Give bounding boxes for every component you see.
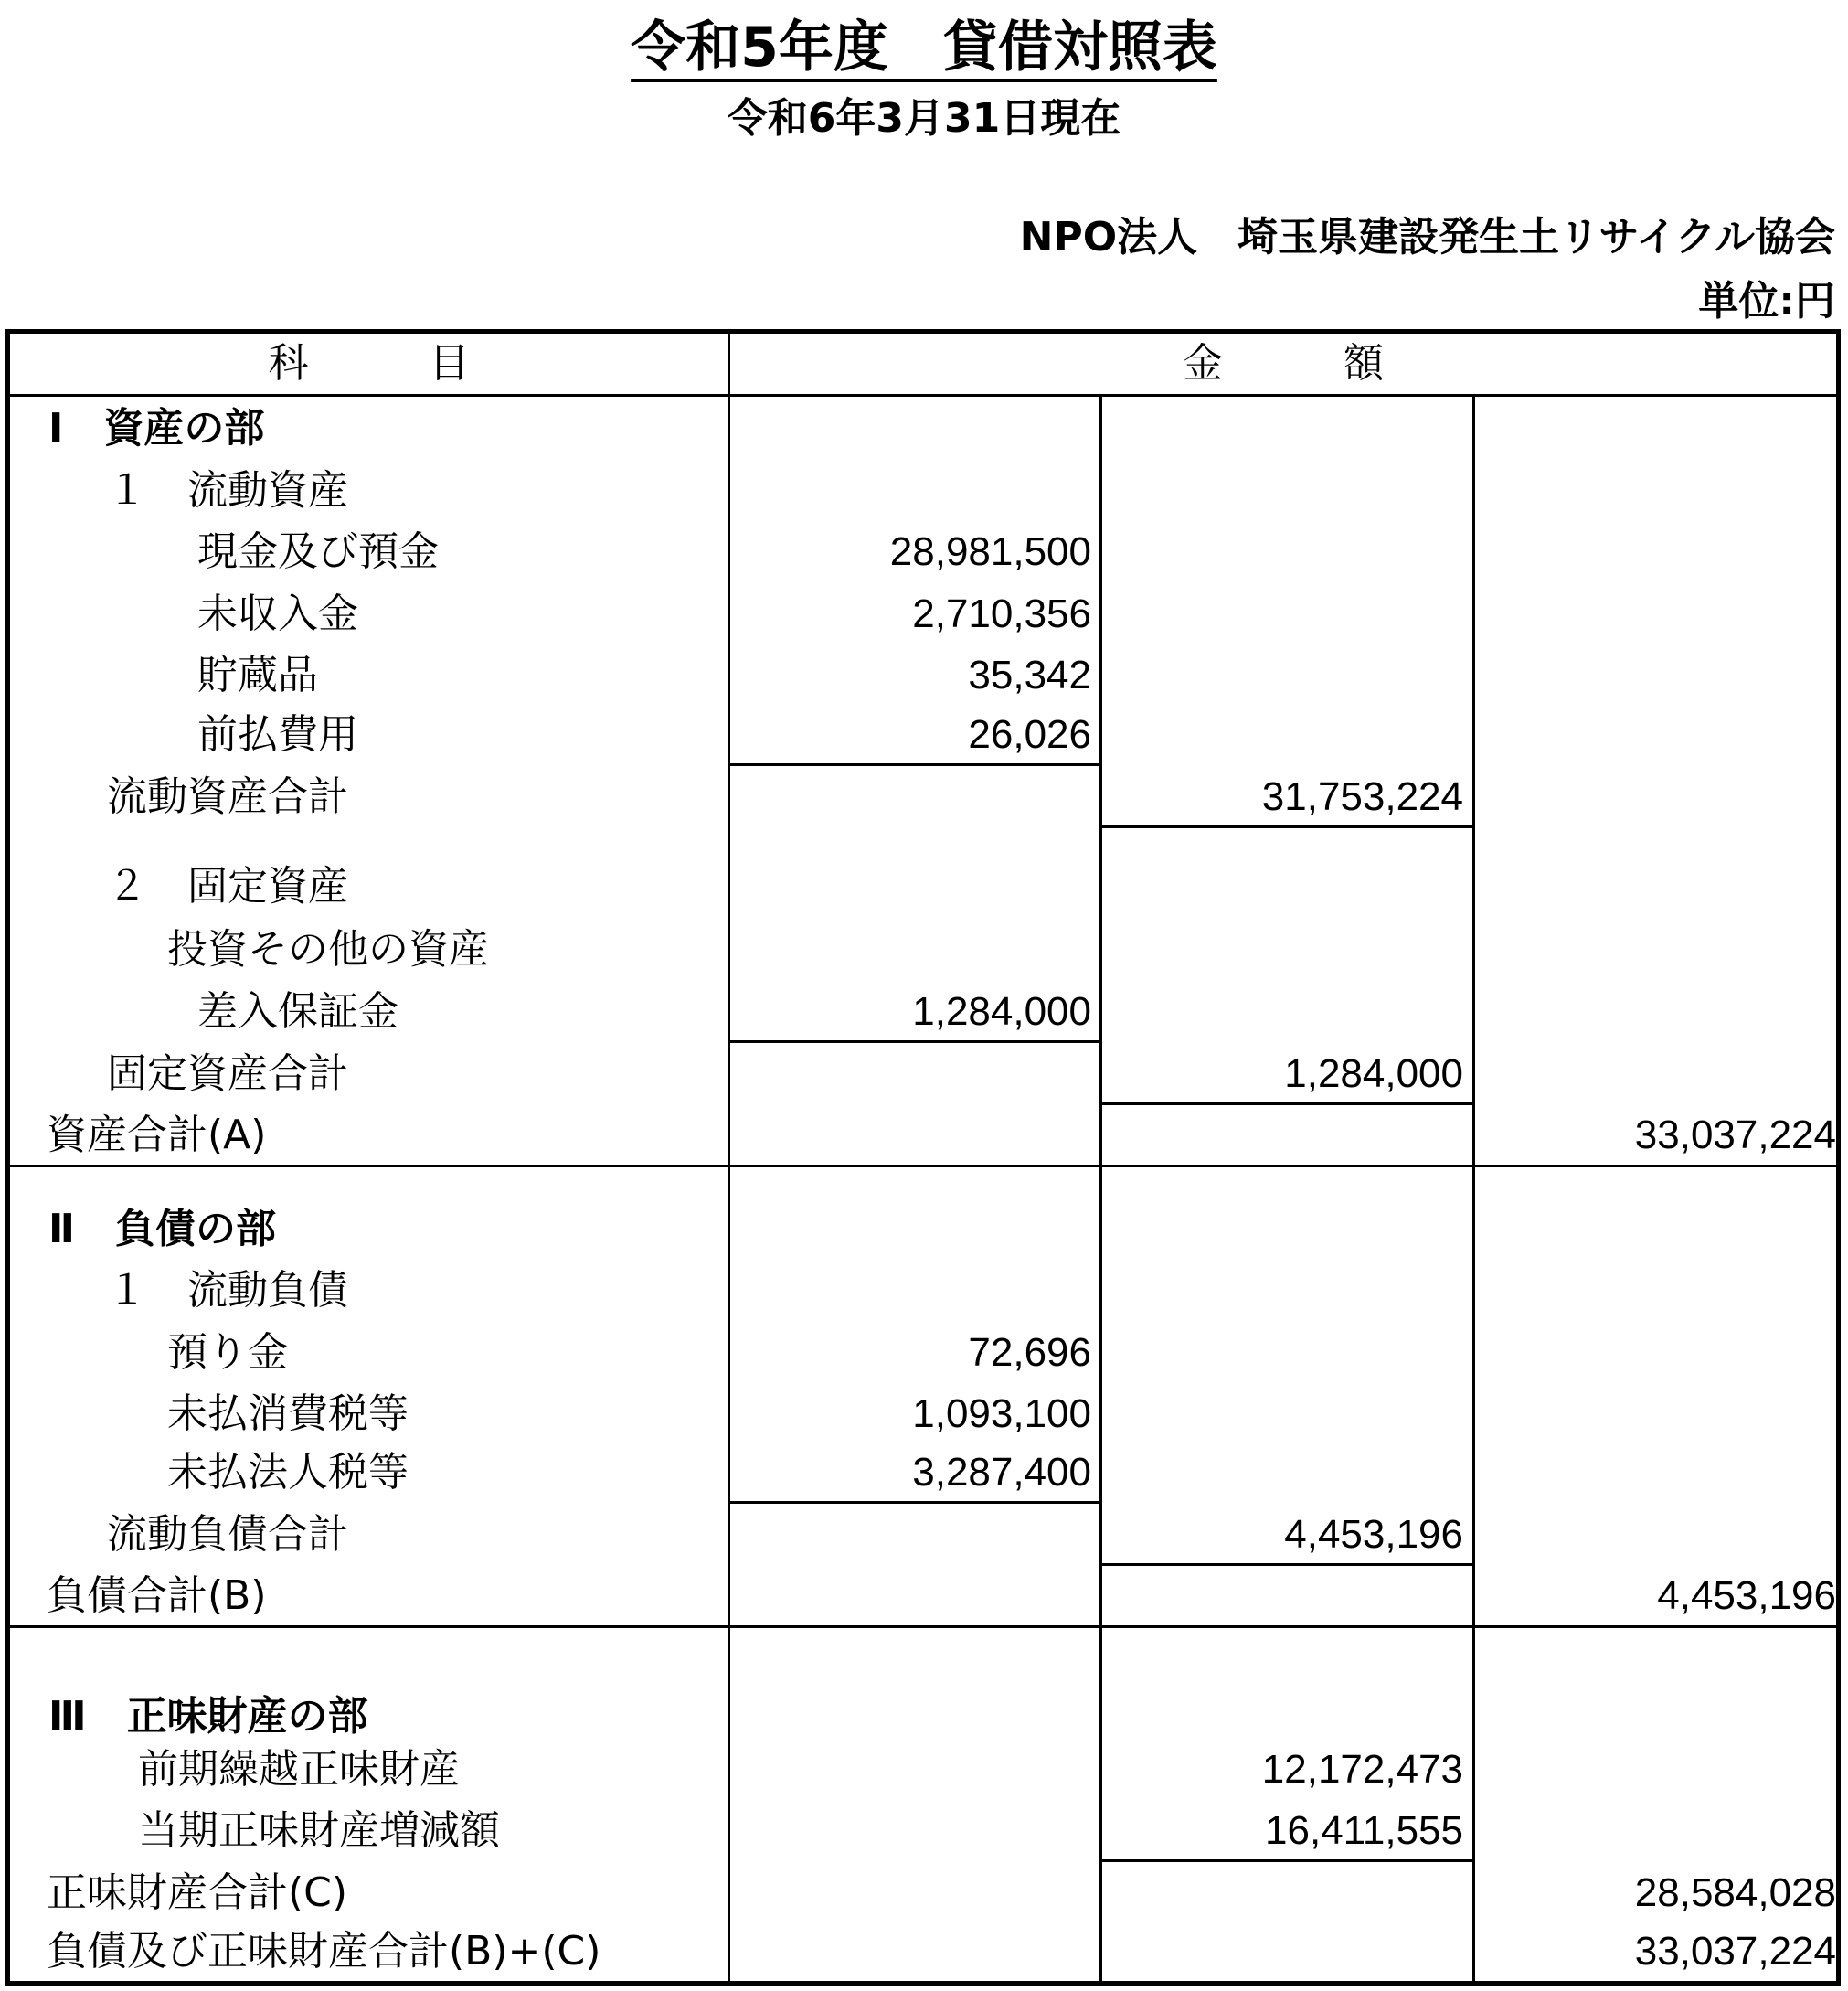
item-amount: 1,093,100	[912, 1391, 1091, 1436]
organization-name: NPO法人 埼玉県建設発生土リサイクル協会	[1019, 214, 1835, 261]
item-amount: 1,284,000	[912, 989, 1091, 1034]
table-row	[10, 766, 1836, 828]
subtotal-amount: 4,453,196	[1284, 1512, 1463, 1557]
subtotal-amount: 1,284,000	[1284, 1051, 1463, 1096]
subtotal-label: 流動負債合計	[107, 1511, 348, 1558]
table-row	[10, 1260, 1836, 1322]
report-date: 令和6年3月31日現在	[727, 95, 1121, 142]
total-label: 負債合計(B)	[47, 1572, 267, 1619]
table-row	[10, 1800, 1836, 1862]
item-label: 貯蔵品	[197, 652, 318, 698]
subtotal-amount: 31,753,224	[1261, 774, 1463, 819]
group-heading: １ 流動負債	[107, 1267, 348, 1314]
item-amount: 72,696	[968, 1330, 1091, 1375]
table-row	[10, 521, 1836, 583]
table-row	[10, 1862, 1836, 1924]
table-row	[10, 1198, 1836, 1261]
table-row	[10, 1322, 1836, 1384]
section-heading-liabilities: Ⅱ 負債の部	[48, 1206, 276, 1252]
total-label: 資産合計(A)	[47, 1112, 267, 1158]
item-label: 前期繰越正味財産	[138, 1746, 460, 1793]
subtotal-label: 固定資産合計	[107, 1050, 348, 1097]
table-row	[10, 583, 1836, 645]
item-label: 前払費用	[197, 711, 358, 758]
item-label: 当期正味財産増減額	[138, 1807, 500, 1854]
document-title: 令和5年度 貸借対照表	[631, 16, 1217, 80]
table-row	[10, 1921, 1836, 1983]
column-header-subject: 科 目	[268, 340, 470, 387]
table-row	[10, 398, 1836, 460]
table-row	[10, 1442, 1836, 1504]
table-row	[10, 1739, 1836, 1801]
balance-sheet-table	[5, 329, 1841, 1986]
total-amount: 4,453,196	[1657, 1573, 1836, 1618]
table-row	[10, 644, 1836, 707]
subtotal-label: 流動資産合計	[107, 773, 348, 820]
header-rule	[10, 394, 1836, 397]
item-label: 未収入金	[197, 591, 358, 637]
group-heading: １ 流動資産	[107, 467, 348, 514]
item-label: 預り金	[167, 1329, 288, 1376]
item-amount: 26,026	[968, 712, 1091, 757]
section-heading-net-assets: Ⅲ 正味財産の部	[48, 1693, 368, 1740]
table-row	[10, 1504, 1836, 1566]
grand-total-label: 負債及び正味財産合計(B)+(C)	[47, 1928, 601, 1975]
table-row	[10, 1565, 1836, 1627]
unit-label: 単位:円	[1698, 278, 1835, 325]
section-heading-assets: Ⅰ 資産の部	[48, 405, 265, 452]
total-amount: 33,037,224	[1634, 1113, 1836, 1157]
table-row	[10, 460, 1836, 522]
item-label: 差入保証金	[197, 988, 398, 1035]
table-row	[10, 919, 1836, 981]
total-amount: 28,584,028	[1634, 1870, 1836, 1915]
table-row	[10, 856, 1836, 918]
item-amount: 3,287,400	[912, 1450, 1091, 1495]
item-amount: 16,411,555	[1265, 1808, 1463, 1853]
table-row	[10, 981, 1836, 1043]
item-label: 未払法人税等	[167, 1449, 409, 1496]
total-label: 正味財産合計(C)	[47, 1869, 348, 1916]
table-row	[10, 1043, 1836, 1105]
grand-total-amount: 33,037,224	[1634, 1929, 1836, 1974]
table-row	[10, 704, 1836, 766]
group-heading: ２ 固定資産	[107, 863, 348, 910]
item-amount: 28,981,500	[889, 529, 1091, 574]
item-amount: 2,710,356	[912, 591, 1091, 636]
item-amount: 12,172,473	[1261, 1747, 1463, 1792]
item-label: 未払消費税等	[167, 1390, 409, 1437]
table-row	[10, 1104, 1836, 1166]
item-label: 現金及び預金	[197, 528, 439, 575]
item-label: 投資その他の資産	[167, 926, 489, 973]
column-header-amount: 金 額	[1183, 340, 1384, 387]
item-amount: 35,342	[968, 653, 1091, 697]
table-row	[10, 1383, 1836, 1445]
